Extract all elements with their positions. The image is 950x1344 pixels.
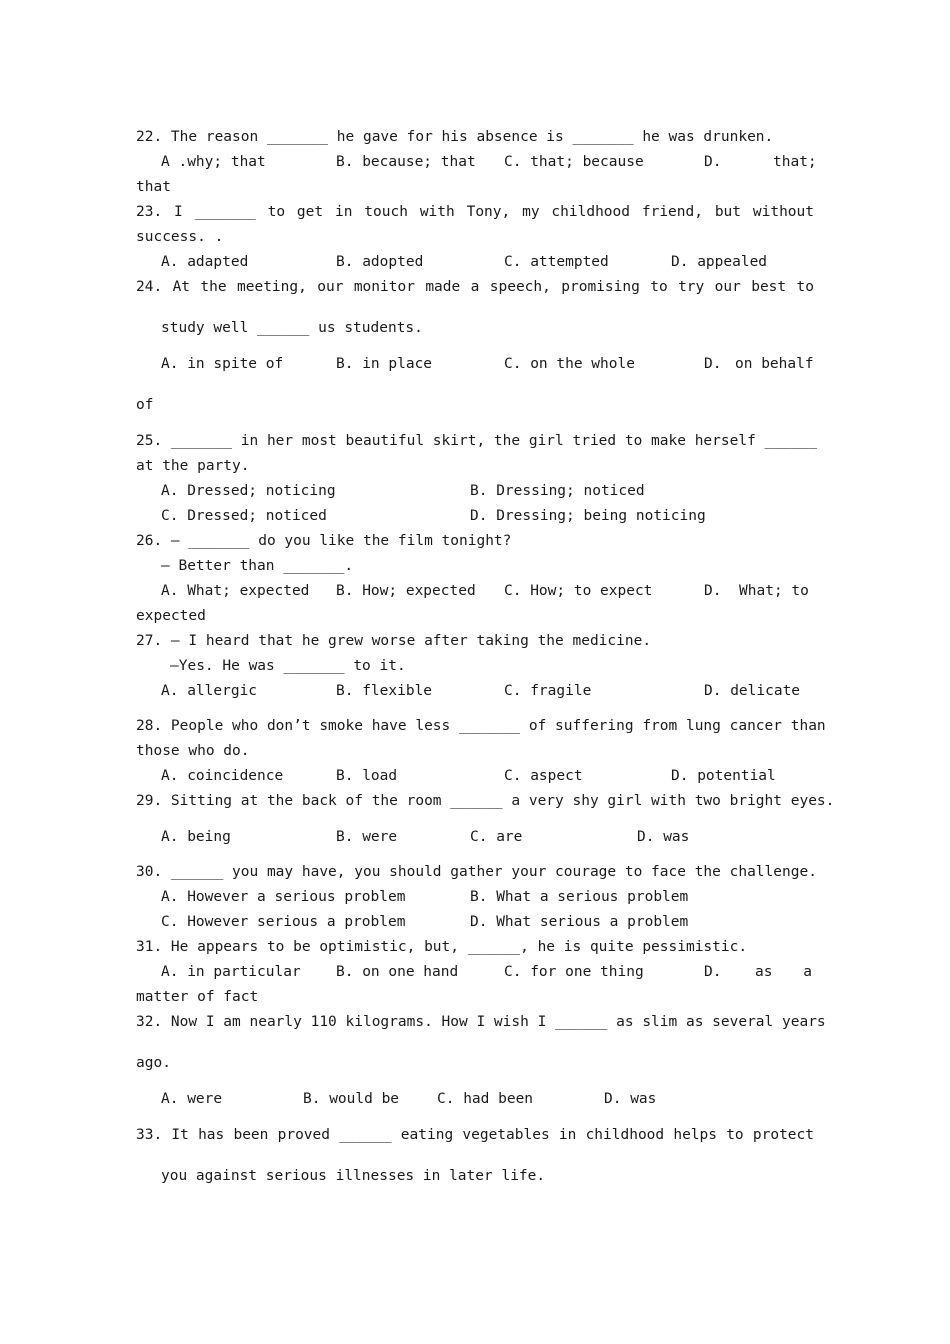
q24-option-d-text: on behalf — [735, 356, 814, 372]
question-30-stem: 30. ______ you may have, you should gather your courage to face the challenge. — [136, 864, 817, 880]
q27-option-a: A. allergic — [161, 683, 258, 699]
question-31-stem: 31. He appears to be optimistic, but, ______, he is quite pessimistic. — [136, 939, 748, 955]
question-33-stem-line2: you against serious illnesses in later life. — [161, 1168, 546, 1184]
q24-option-d-letter: D. — [704, 356, 722, 372]
q26-option-c: C. How; to expect — [504, 583, 653, 599]
question-25-stem-line2: at the party. — [136, 458, 250, 474]
q28-option-b: B. load — [336, 768, 398, 784]
question-26-stem-line1: 26. — _______ do you like the film tonight? — [136, 533, 512, 549]
q32-option-d: D. was — [604, 1091, 657, 1107]
q26-option-d-text: What; to — [739, 583, 809, 599]
q29-option-d: D. was — [637, 829, 690, 845]
question-32-stem-line2: ago. — [136, 1055, 171, 1071]
q24-option-c: C. on the whole — [504, 356, 635, 372]
q23-option-b: B. adopted — [336, 254, 424, 270]
q29-option-c: C. are — [470, 829, 523, 845]
q32-option-a: A. were — [161, 1091, 223, 1107]
q31-option-d-wrap: matter of fact — [136, 989, 259, 1005]
q26-option-a: A. What; expected — [161, 583, 310, 599]
q27-option-d: D. delicate — [704, 683, 801, 699]
q22-option-a: A .why; that — [161, 154, 266, 170]
question-24-stem-line1: 24. At the meeting, our monitor made a speech, promising to try our best to — [136, 279, 814, 295]
q23-option-a: A. adapted — [161, 254, 249, 270]
q28-option-d: D. potential — [671, 768, 776, 784]
q30-option-b: B. What a serious problem — [470, 889, 689, 905]
question-28-stem-line1: 28. People who don’t smoke have less _______ of suffering from lung cancer than — [136, 718, 826, 734]
q31-option-d-letter: D. — [704, 964, 722, 980]
question-23-stem-line2: success. . — [136, 229, 224, 245]
q31-option-b: B. on one hand — [336, 964, 459, 980]
question-28-stem-line2: those who do. — [136, 743, 250, 759]
q22-option-d-text: that; — [773, 154, 817, 170]
q30-option-c: C. However serious a problem — [161, 914, 406, 930]
q28-option-a: A. coincidence — [161, 768, 284, 784]
q24-option-b: B. in place — [336, 356, 433, 372]
q25-option-d: D. Dressing; being noticing — [470, 508, 706, 524]
q32-option-c: C. had been — [437, 1091, 534, 1107]
question-29-stem: 29. Sitting at the back of the room ______ a very shy girl with two bright eyes. — [136, 793, 835, 809]
q29-option-a: A. being — [161, 829, 231, 845]
q24-option-d-wrap: of — [136, 397, 154, 413]
question-32-stem-line1: 32. Now I am nearly 110 kilograms. How I wish I ______ as slim as several years — [136, 1014, 826, 1030]
q30-option-d: D. What serious a problem — [470, 914, 689, 930]
q23-option-d: D. appealed — [671, 254, 768, 270]
question-27-stem-line1: 27. — I heard that he grew worse after taking the medicine. — [136, 633, 652, 649]
q23-option-c: C. attempted — [504, 254, 609, 270]
q26-option-d-wrap: expected — [136, 608, 206, 624]
question-33-stem-line1: 33. It has been proved ______ eating vegetables in childhood helps to protect — [136, 1127, 814, 1143]
q29-option-b: B. were — [336, 829, 398, 845]
q26-option-b: B. How; expected — [336, 583, 476, 599]
q22-option-d-letter: D. — [704, 154, 722, 170]
q27-option-c: C. fragile — [504, 683, 592, 699]
q25-option-c: C. Dressed; noticed — [161, 508, 327, 524]
question-25-stem-line1: 25. _______ in her most beautiful skirt, the girl tried to make herself ______ — [136, 433, 817, 449]
q25-option-a: A. Dressed; noticing — [161, 483, 336, 499]
q28-option-c: C. aspect — [504, 768, 583, 784]
question-22-stem: 22. The reason _______ he gave for his absence is _______ he was drunken. — [136, 129, 774, 145]
q27-option-b: B. flexible — [336, 683, 433, 699]
q32-option-b: B. would be — [303, 1091, 400, 1107]
q22-option-c: C. that; because — [504, 154, 644, 170]
q31-option-c: C. for one thing — [504, 964, 644, 980]
q26-option-d-letter: D. — [704, 583, 722, 599]
question-26-stem-line2: — Better than _______. — [161, 558, 354, 574]
q24-option-a: A. in spite of — [161, 356, 284, 372]
q25-option-b: B. Dressing; noticed — [470, 483, 645, 499]
q22-option-b: B. because; that — [336, 154, 476, 170]
q31-option-a: A. in particular — [161, 964, 301, 980]
q22-option-d-wrap: that — [136, 179, 171, 195]
question-24-stem-line2: study well ______ us students. — [161, 320, 423, 336]
question-23-stem-line1: 23. I _______ to get in touch with Tony, my childhood friend, but without — [136, 204, 814, 220]
question-27-stem-line2: —Yes. He was _______ to it. — [170, 658, 406, 674]
q30-option-a: A. However a serious problem — [161, 889, 406, 905]
q31-option-d-text: as a — [755, 964, 812, 980]
